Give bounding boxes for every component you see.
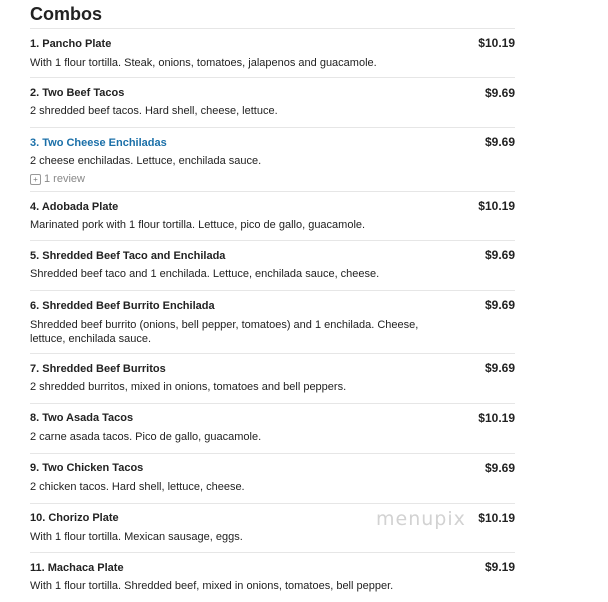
- item-description: 2 shredded beef tacos. Hard shell, cheese, lettuce.: [30, 105, 278, 117]
- item-description: 2 cheese enchiladas. Lettuce, enchilada sauce.: [30, 155, 262, 167]
- menu-item: [30, 28, 515, 77]
- item-name: 7. Shredded Beef Burritos: [30, 363, 166, 375]
- item-description: Marinated pork with 1 flour tortilla. Lettuce, pico de gallo, guacamole.: [30, 219, 366, 231]
- item-description: 2 carne asada tacos. Pico de gallo, guacamole.: [30, 431, 262, 443]
- menu-item: [30, 290, 515, 353]
- item-description: 2 shredded burritos, mixed in onions, tomatoes and bell peppers.: [30, 381, 347, 393]
- menu-item: [30, 127, 515, 191]
- item-price: $10.19: [478, 511, 515, 525]
- item-price: $9.69: [484, 248, 515, 262]
- review-count: 1 review: [44, 173, 85, 185]
- section-title: Combos: [30, 4, 102, 24]
- menu-list: [30, 28, 515, 602]
- menu-item: [30, 353, 515, 403]
- item-price: $10.19: [478, 199, 515, 213]
- item-name: 10. Chorizo Plate: [30, 512, 119, 524]
- item-price: $9.69: [484, 86, 515, 100]
- item-name: 5. Shredded Beef Taco and Enchilada: [30, 250, 226, 262]
- item-description: With 1 flour tortilla. Steak, onions, tomatoes, jalapenos and guacamole.: [30, 57, 377, 69]
- item-description: Shredded beef burrito (onions, bell pepper, tomatoes) and 1 enchilada. Cheese, lettuce, enchilada sauce.: [30, 319, 419, 345]
- menu-item: [30, 77, 515, 127]
- menu-item: [30, 453, 515, 503]
- item-name: 6. Shredded Beef Burrito Enchilada: [30, 300, 215, 312]
- item-name: 8. Two Asada Tacos: [30, 412, 134, 424]
- item-name: 1. Pancho Plate: [30, 38, 112, 50]
- review-link[interactable]: [30, 172, 85, 186]
- item-description: Shredded beef taco and 1 enchilada. Lettuce, enchilada sauce, cheese.: [30, 268, 380, 280]
- item-price: $9.69: [484, 461, 515, 475]
- item-name: 11. Machaca Plate: [30, 562, 124, 574]
- item-name: 9. Two Chicken Tacos: [30, 462, 144, 474]
- item-price: $10.19: [478, 36, 515, 50]
- menu-item: [30, 403, 515, 453]
- item-description: With 1 flour tortilla. Mexican sausage, eggs.: [30, 531, 243, 543]
- item-description: 2 chicken tacos. Hard shell, lettuce, cheese.: [30, 481, 245, 493]
- item-description: With 1 flour tortilla. Shredded beef, mixed in onions, tomatoes, bell pepper.: [30, 580, 394, 592]
- item-name: 2. Two Beef Tacos: [30, 87, 125, 99]
- item-price: $9.69: [484, 298, 515, 312]
- menu-item: [30, 191, 515, 240]
- item-price: $10.19: [478, 411, 515, 425]
- menu-item: [30, 503, 515, 552]
- item-price: $9.19: [484, 560, 515, 574]
- item-name-link[interactable]: 3. Two Cheese Enchiladas: [30, 137, 167, 149]
- menu-item: [30, 240, 515, 290]
- watermark-logo: menupix: [376, 508, 466, 530]
- menu-item: [30, 552, 515, 602]
- item-price: $9.69: [484, 361, 515, 375]
- item-price: $9.69: [484, 135, 515, 149]
- item-name: 4. Adobada Plate: [30, 201, 119, 213]
- review-plus-icon: +: [30, 174, 41, 185]
